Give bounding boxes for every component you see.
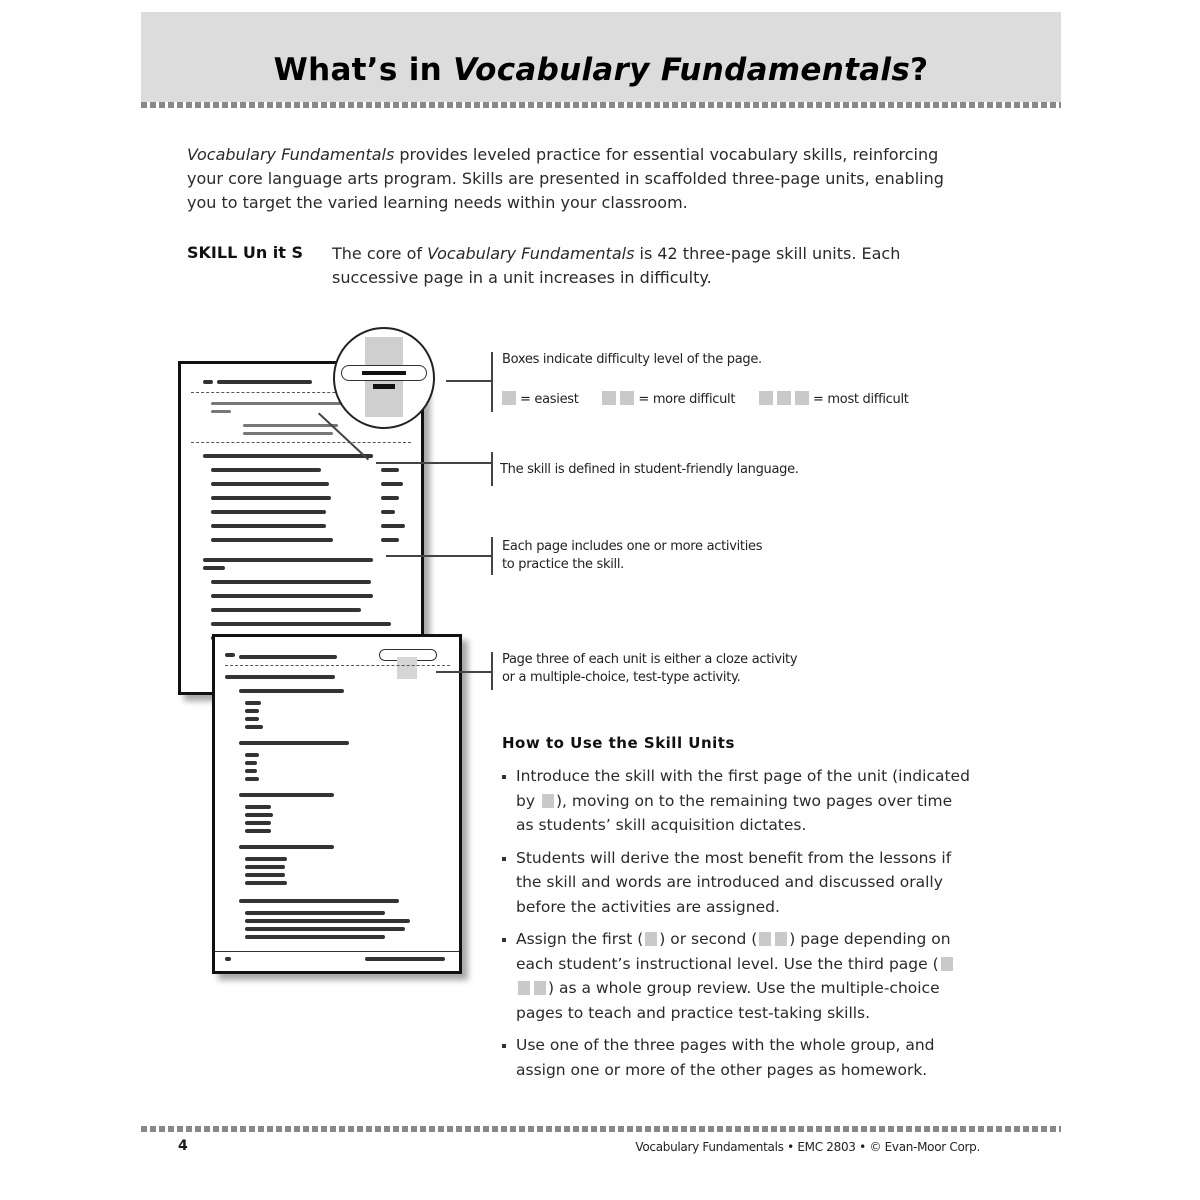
thumb-line [245, 701, 261, 705]
thumb-line [211, 410, 231, 413]
thumb-line [245, 769, 257, 773]
header-dotted-rule [141, 102, 1061, 108]
skill-text-before: The core of [332, 244, 428, 263]
thumb-line [217, 380, 312, 384]
legend-most-difficult [759, 391, 909, 409]
thumb-line [239, 741, 349, 745]
thumb-line [211, 622, 391, 626]
thumb-line [211, 524, 326, 528]
difficulty-box-icon [775, 932, 787, 946]
thumb-line [381, 538, 399, 542]
thumb-line [225, 653, 235, 657]
thumb-line [365, 957, 445, 961]
difficulty-box [397, 657, 417, 679]
bullet-text: Introduce the skill with the first page of the unit (indicated by [516, 767, 970, 810]
difficulty-box-icon [602, 391, 616, 405]
callout-page-three [502, 651, 797, 687]
connector-line [446, 380, 492, 382]
thumb-line [245, 829, 271, 833]
howto-heading: How to Use the Skill Units [502, 734, 735, 752]
bullet-text: ) page depending on each student’s instructional level. Use the third page ( [516, 930, 951, 973]
thumb-line [245, 753, 259, 757]
thumb-line [211, 538, 333, 542]
connector-line [386, 555, 491, 557]
bracket [491, 452, 493, 486]
legend-easiest [502, 391, 579, 409]
difficulty-box-icon [645, 932, 657, 946]
difficulty-box-icon [941, 957, 953, 971]
magnifier-circle [333, 327, 435, 429]
legend-label: = most difficult [813, 392, 909, 407]
thumb-line [211, 594, 373, 598]
thumb-line [245, 805, 271, 809]
difficulty-box-icon [777, 391, 791, 405]
thumb-line [245, 777, 259, 781]
difficulty-box-icon [759, 391, 773, 405]
thumb-line [381, 524, 405, 528]
intro-text: provides leveled practice for essential vocabulary skills, reinforcing your core language arts program. Skills are presented in scaffolded three-page units, enabling you to target the varied learning needs within your classroom. [187, 145, 944, 212]
thumb-line [245, 761, 257, 765]
title-prefix: What’s in [273, 52, 454, 88]
skill-text-italic: Vocabulary Fundamentals [427, 244, 635, 263]
intro-paragraph [187, 143, 977, 215]
bullet-text: ) or second ( [659, 930, 758, 948]
thumb-line [381, 510, 395, 514]
thumb-line [211, 580, 371, 584]
thumb-footer-rule [215, 951, 459, 952]
thumb-line [245, 813, 273, 817]
howto-bullet [500, 927, 970, 1025]
callout-line: Each page includes one or more activities [502, 539, 763, 554]
bullet-text: Use one of the three pages with the whole group, and assign one or more of the other pages as homework. [516, 1036, 935, 1079]
thumb-dash [225, 665, 450, 667]
callout-line: or a multiple-choice, test-type activity. [502, 670, 741, 685]
skill-pill-magnified [341, 365, 427, 381]
howto-bullet [500, 1033, 970, 1082]
thumb-line [239, 655, 337, 659]
header-band [141, 12, 1061, 102]
thumb-line [245, 717, 259, 721]
thumb-line [381, 496, 399, 500]
thumb-line [225, 957, 231, 961]
sample-page-thumbnail-3 [212, 634, 462, 974]
thumb-line [245, 927, 405, 931]
howto-list [500, 764, 970, 1090]
thumb-line [245, 865, 285, 869]
callout-line: to practice the skill. [502, 557, 625, 572]
footer-dotted-rule [141, 1126, 1061, 1132]
thumb-line [245, 935, 385, 939]
bracket [491, 652, 493, 690]
howto-bullet [500, 764, 970, 838]
thumb-line [245, 919, 410, 923]
bracket [491, 352, 493, 412]
thumb-line [239, 845, 334, 849]
thumb-line [203, 380, 213, 384]
skill-units-text [332, 242, 952, 290]
callout-line: Page three of each unit is either a cloze activity [502, 652, 798, 667]
thumb-line [245, 881, 287, 885]
connector-line [436, 671, 491, 673]
bullet-text: ) as a whole group review. Use the multiple-choice pages to teach and practice test-taking skills. [516, 979, 940, 1022]
howto-bullet [500, 846, 970, 920]
bullet-text: ), moving on to the remaining two pages over time as students’ skill acquisition dictates. [516, 791, 953, 834]
thumb-line [245, 821, 271, 825]
difficulty-box-icon [502, 391, 516, 405]
thumb-line [225, 675, 335, 679]
thumb-line [211, 402, 341, 405]
difficulty-box-icon [795, 391, 809, 405]
page-number: 4 [178, 1138, 188, 1154]
skill-text-after: is 42 three-page skill units. Each successive page in a unit increases in difficulty. [332, 244, 901, 287]
footer-credit: Vocabulary Fundamentals • EMC 2803 • © Evan-Moor Corp. [635, 1140, 980, 1154]
thumb-line [245, 911, 385, 915]
callout-difficulty: Boxes indicate difficulty level of the page. [502, 352, 762, 367]
thumb-line [203, 566, 225, 570]
thumb-line [239, 689, 344, 693]
thumb-line [381, 468, 399, 472]
bullet-text: Assign the first ( [516, 930, 644, 948]
thumb-line [211, 608, 361, 612]
intro-italic: Vocabulary Fundamentals [187, 145, 395, 164]
thumb-line [239, 793, 334, 797]
thumb-line [243, 424, 338, 427]
thumb-line [245, 873, 285, 877]
difficulty-legend [502, 391, 929, 409]
title-italic: Vocabulary Fundamentals [453, 52, 911, 88]
page-title [141, 52, 1061, 88]
thumb-line [211, 496, 331, 500]
bracket [491, 537, 493, 575]
skill-units-heading: SKILL Un it S [187, 243, 304, 262]
thumb-line [381, 482, 403, 486]
difficulty-box-icon [534, 981, 546, 995]
title-suffix: ? [910, 52, 929, 88]
thumb-line [203, 454, 373, 458]
thumb-line [245, 725, 263, 729]
thumb-line [211, 468, 321, 472]
legend-more-difficult [602, 391, 735, 409]
difficulty-box-icon [759, 932, 771, 946]
thumb-dash [191, 442, 411, 444]
legend-label: = easiest [520, 392, 579, 407]
skill-label-magnified [373, 384, 395, 389]
difficulty-box-icon [542, 794, 554, 808]
difficulty-box-icon [518, 981, 530, 995]
callout-activities [502, 538, 762, 574]
bullet-text: Students will derive the most benefit from the lessons if the skill and words are introduced and discussed orally before the activities are assigned. [516, 848, 952, 916]
thumb-line [211, 510, 326, 514]
thumb-line [203, 558, 373, 562]
thumb-line [243, 432, 333, 435]
thumb-line [245, 857, 287, 861]
callout-skill-defined: The skill is defined in student-friendly language. [500, 462, 799, 477]
difficulty-box-icon [620, 391, 634, 405]
thumb-line [245, 709, 259, 713]
legend-label: = more difficult [638, 392, 736, 407]
thumb-line [239, 899, 399, 903]
thumb-line [211, 482, 329, 486]
connector-line [376, 462, 491, 464]
